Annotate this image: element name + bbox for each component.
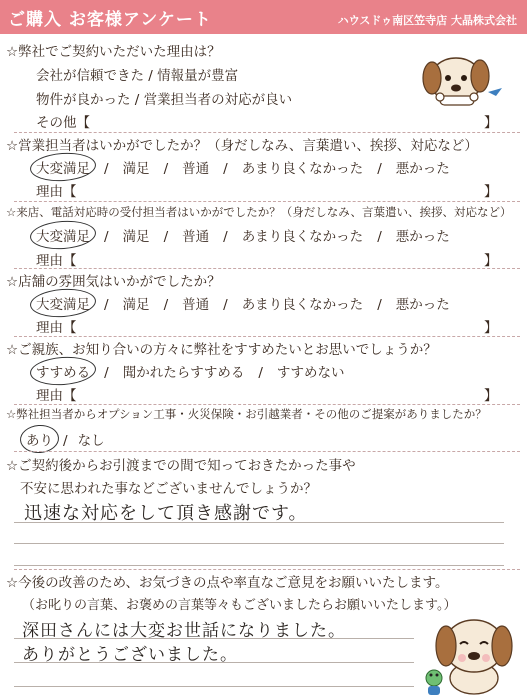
divider	[14, 268, 520, 269]
q3-option-not-good[interactable]: あまり良くなかった	[241, 229, 364, 245]
selected-circle-mark	[29, 287, 97, 320]
q2-reason-close: 】	[484, 184, 498, 200]
q2-option-satisfied[interactable]: 満足	[122, 161, 150, 177]
q2-option-normal[interactable]: 普通	[182, 161, 210, 177]
company-name: ハウスドゥ南区笠寺店 大晶株式会社	[337, 14, 517, 27]
q1-line1: 会社が信頼できた / 情報量が豊富	[36, 68, 239, 84]
q6-options: あり / なし	[26, 429, 105, 449]
q8-handwritten-line1: 深田さんには大変お世話になりました。	[22, 621, 346, 641]
q3-options: 大変満足 / 満足 / 普通 / あまり良くなかった / 悪かった	[36, 225, 450, 245]
q1-other-close: 】	[484, 115, 498, 131]
q5-options: すすめる / 聞かれたらすすめる / すすめない	[36, 361, 345, 381]
q4-question: ☆店舗の雰囲気はいかがでしたか？	[6, 274, 221, 290]
selected-circle-mark	[29, 355, 97, 388]
divider	[14, 201, 520, 202]
q5-option-recommend[interactable]: すすめる	[36, 361, 90, 381]
q4-option-satisfied[interactable]: 満足	[122, 297, 150, 313]
q5-reason-close: 】	[484, 388, 498, 404]
answer-line	[14, 662, 414, 663]
q2-options: 大変満足 / 満足 / 普通 / あまり良くなかった / 悪かった	[36, 157, 450, 177]
q1-line2: 物件が良かった / 営業担当者の対応が良い	[36, 92, 293, 108]
q2-option-bad[interactable]: 悪かった	[395, 161, 450, 177]
survey-title: ご購入 お客様アンケート	[8, 10, 212, 30]
answer-line	[14, 565, 504, 566]
q4-reason-close: 】	[484, 320, 498, 336]
q3-option-normal[interactable]: 普通	[182, 229, 210, 245]
q4-reason: 理由【	[36, 320, 77, 336]
q1-question: ☆弊社でご契約いただいた理由は？	[6, 44, 221, 60]
selected-circle-mark	[29, 219, 97, 252]
q5-reason: 理由【	[36, 388, 77, 404]
q8-handwritten-line2: ありがとうございました。	[22, 645, 238, 665]
selected-circle-mark	[29, 151, 97, 184]
q5-option-not-recommend[interactable]: すすめない	[276, 365, 345, 381]
q3-question: ☆来店、電話対応時の受付担当者はいかがでしたか？（身だしなみ、言葉遣い、挨拶、対応など）	[6, 205, 512, 219]
q5-question: ☆ご親族、お知り合いの方々に弊社をすすめたいとお思いでしょうか？	[6, 342, 437, 358]
q7-question-line1: ☆ご契約後からお引渡までの間で知っておきたかった事や	[6, 458, 356, 474]
q3-reason-close: 】	[484, 253, 498, 269]
q7-handwritten-answer: 迅速な対応をして頂き感謝です。	[24, 503, 308, 524]
q6-option-no[interactable]: なし	[77, 433, 105, 449]
q4-option-very-satisfied[interactable]: 大変満足	[36, 293, 90, 313]
q6-question: ☆弊社担当者からオプション工事・火災保険・お引越業者・その他のご提案がありましたか？	[6, 407, 487, 421]
divider	[14, 404, 520, 405]
q8-question: ☆今後の改善のため、お気づきの点や率直なご意見をお願いいたします。	[6, 575, 449, 591]
q6-option-yes[interactable]: あり	[26, 429, 53, 449]
q2-option-very-satisfied[interactable]: 大変満足	[36, 157, 90, 177]
divider	[14, 132, 520, 133]
q1-other: その他【	[36, 115, 90, 131]
dog-mascot-icon	[410, 40, 506, 120]
q5-option-if-asked[interactable]: 聞かれたらすすめる	[122, 365, 245, 381]
q8-sub: （お叱りの言葉、お褒めの言葉等々もございましたらお願いいたします。）	[22, 598, 457, 613]
survey-header	[0, 0, 527, 34]
answer-line	[14, 543, 504, 544]
q2-reason: 理由【	[36, 184, 77, 200]
divider	[14, 451, 520, 452]
answer-line	[14, 638, 414, 639]
divider	[14, 569, 520, 570]
q4-option-normal[interactable]: 普通	[182, 297, 210, 313]
q2-option-not-good[interactable]: あまり良くなかった	[241, 161, 364, 177]
answer-line	[14, 522, 504, 523]
q3-reason: 理由【	[36, 253, 77, 269]
answer-line	[14, 686, 414, 687]
q3-option-satisfied[interactable]: 満足	[122, 229, 150, 245]
q4-option-not-good[interactable]: あまり良くなかった	[241, 297, 364, 313]
q3-option-bad[interactable]: 悪かった	[395, 229, 450, 245]
q7-question-line2: 不安に思われた事などございませんでしょうか？	[20, 481, 317, 497]
q4-option-bad[interactable]: 悪かった	[395, 297, 450, 313]
divider	[14, 336, 520, 337]
q3-option-very-satisfied[interactable]: 大変満足	[36, 225, 90, 245]
selected-circle-mark	[19, 424, 60, 455]
q2-question: ☆営業担当者はいかがでしたか？（身だしなみ、言葉遣い、挨拶、対応など）	[6, 138, 478, 154]
q4-options: 大変満足 / 満足 / 普通 / あまり良くなかった / 悪かった	[36, 293, 450, 313]
dog-mascot-icon	[420, 606, 520, 698]
